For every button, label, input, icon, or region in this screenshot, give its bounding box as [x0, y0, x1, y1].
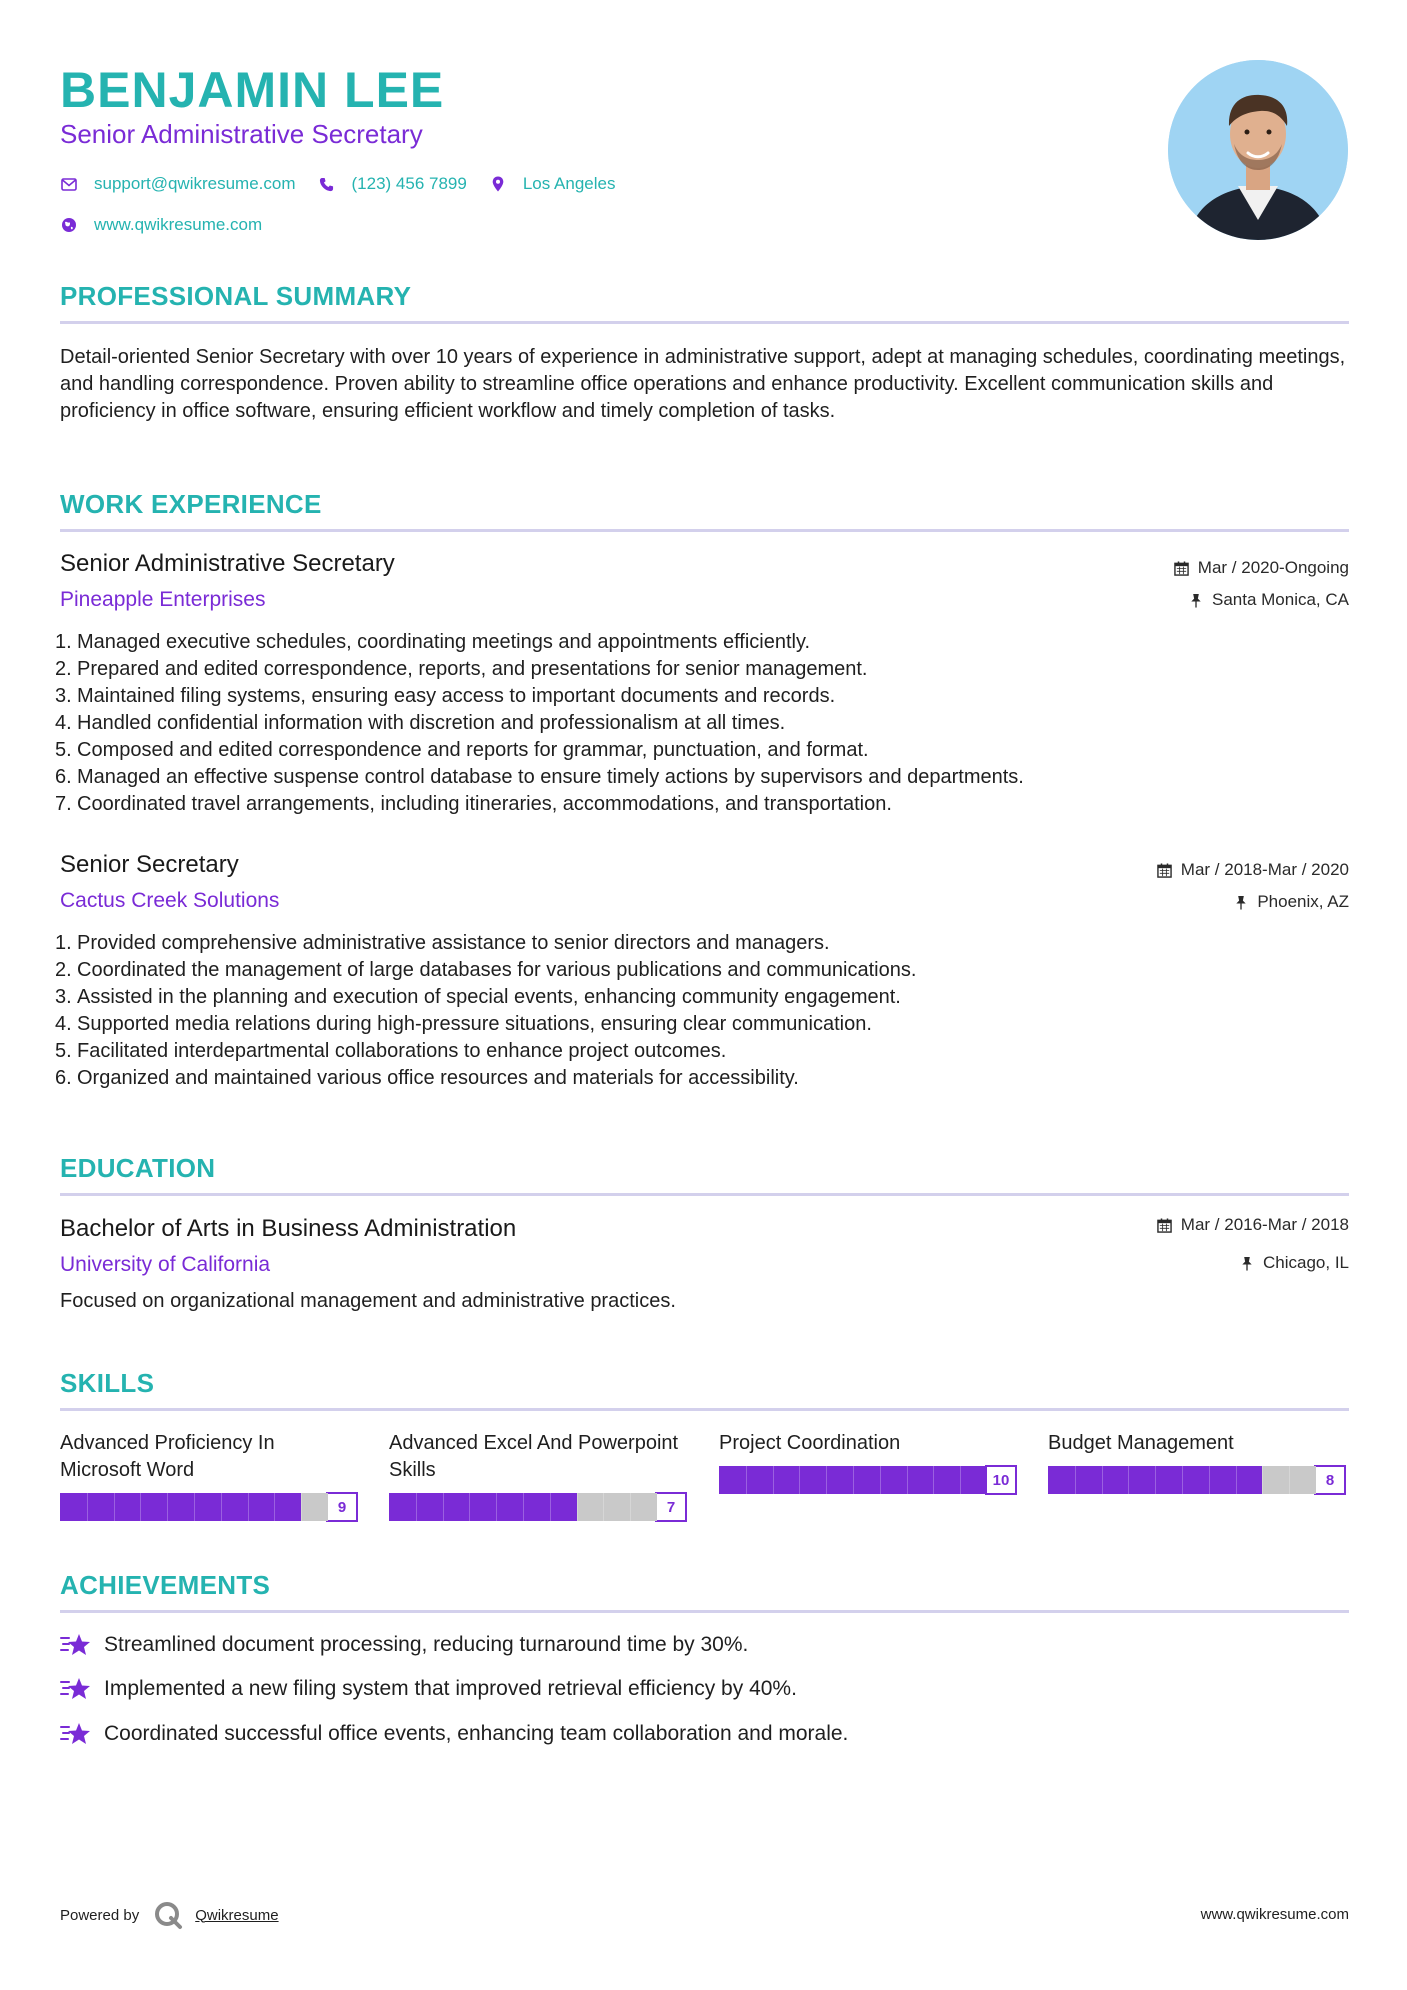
skill-bar-segment: [960, 1466, 961, 1494]
skill-bar-segment: [1155, 1466, 1156, 1494]
skill-bar-segment: [603, 1493, 604, 1521]
skill-bar-segment: [826, 1466, 827, 1494]
star-icon: [60, 1720, 92, 1748]
skill-bar-segment: [523, 1493, 524, 1521]
skills-heading: SKILLS: [60, 1368, 155, 1398]
skill-bar-segment: [496, 1493, 497, 1521]
skill-item: [389, 1430, 689, 1522]
list-item: 1. Managed executive schedules, coordinating meetings and appointments efficiently.: [55, 631, 811, 653]
star-icon: [60, 1631, 92, 1659]
summary-heading: PROFESSIONAL SUMMARY: [60, 281, 412, 311]
job-location-text: Santa Monica, CA: [1211, 590, 1349, 609]
skill-bar-segment: [167, 1493, 168, 1521]
school-name: University of California: [60, 1253, 271, 1276]
skill-bar-segment: [1128, 1466, 1129, 1494]
job-bullets: [55, 930, 1345, 1092]
skill-bar-segment: [274, 1493, 275, 1521]
skill-name: Project Coordination: [719, 1432, 901, 1454]
achievement-text: Streamlined document processing, reducing turnaround time by 30%.: [104, 1633, 749, 1656]
contact-row-1: [60, 174, 637, 194]
achievement-item: [60, 1631, 748, 1659]
job-dates-text: Mar / 2018-Mar / 2020: [1180, 860, 1349, 879]
skill-bar-segment: [301, 1493, 302, 1521]
push-pin-icon: [1239, 1255, 1255, 1271]
skill-bar-track: [389, 1493, 657, 1521]
footer-powered-by: [60, 1900, 279, 1930]
skill-bar-segment: [907, 1466, 908, 1494]
skill-name: Advanced Excel And Powerpoint Skills: [389, 1432, 679, 1481]
job-bullets: [55, 629, 1345, 818]
skill-bar-segment: [1262, 1466, 1263, 1494]
education-description: Focused on organizational management and administrative practices.: [60, 1290, 676, 1312]
list-item: 4. Handled confidential information with discretion and professionalism at all times.: [55, 712, 786, 734]
skill-bar-segment: [853, 1466, 854, 1494]
list-item: 5. Composed and edited correspondence and reports for grammar, punctuation, and format.: [55, 739, 869, 761]
profile-photo: [1168, 60, 1348, 240]
job-company: Cactus Creek Solutions: [60, 889, 280, 912]
education-dates: [1157, 1215, 1349, 1235]
powered-by-label: Powered by: [60, 1906, 140, 1924]
list-item: 4. Supported media relations during high-pressure situations, ensuring clear communication.: [55, 1013, 872, 1035]
skill-bar-track: [1048, 1466, 1316, 1494]
candidate-title: Senior Administrative Secretary: [60, 119, 423, 149]
skill-bar-segment: [416, 1493, 417, 1521]
map-pin-icon: [489, 175, 507, 193]
experience-divider: [60, 529, 1349, 532]
calendar-icon: [1157, 862, 1173, 878]
skill-bar-segment: [443, 1493, 444, 1521]
globe-icon: [60, 216, 78, 234]
skill-bar-segment: [746, 1466, 747, 1494]
skill-bar-segment: [773, 1466, 774, 1494]
job-dates-text: Mar / 2020-Ongoing: [1197, 558, 1349, 577]
list-item: 5. Facilitated interdepartmental collaborations to enhance project outcomes.: [55, 1040, 727, 1062]
skill-bar-segment: [550, 1493, 551, 1521]
skill-bar-segment: [194, 1493, 195, 1521]
skill-bar-segment: [1289, 1466, 1290, 1494]
skill-bar-segment: [140, 1493, 141, 1521]
job-location-text: Phoenix, AZ: [1257, 892, 1349, 911]
list-item: 3. Assisted in the planning and execution of special events, enhancing community engagement.: [55, 986, 901, 1008]
list-item: 2. Coordinated the management of large databases for various publications and communications.: [55, 959, 917, 981]
achievement-text: Implemented a new filing system that improved retrieval efficiency by 40%.: [104, 1677, 797, 1700]
skills-divider: [60, 1408, 1349, 1411]
skill-bar-segment: [1182, 1466, 1183, 1494]
skill-item: [1048, 1430, 1348, 1495]
candidate-name: BENJAMIN LEE: [60, 62, 445, 118]
job-location: [1188, 590, 1349, 610]
job-location: [1233, 892, 1349, 912]
list-item: 6. Managed an effective suspense control database to ensure timely actions by supervisors and departments.: [55, 766, 1024, 788]
skill-level-badge: 7: [655, 1492, 687, 1522]
location-text: Los Angeles: [522, 174, 616, 193]
calendar-icon: [1157, 1217, 1173, 1233]
skill-meter: [389, 1492, 689, 1522]
skill-meter: [719, 1465, 1019, 1495]
job-title: Senior Secretary: [60, 851, 239, 878]
achievements-divider: [60, 1610, 1349, 1613]
skill-item: [60, 1430, 360, 1522]
education-location-text: Chicago, IL: [1263, 1253, 1349, 1272]
degree-title: Bachelor of Arts in Business Administration: [60, 1215, 517, 1242]
skill-bar-segment: [933, 1466, 934, 1494]
footer-website-link[interactable]: www.qwikresume.com: [1200, 1906, 1349, 1923]
website-link[interactable]: www.qwikresume.com: [94, 215, 263, 234]
job-dates: [1157, 860, 1349, 880]
skill-bar-segment: [1236, 1466, 1237, 1494]
skill-bar-segment: [469, 1493, 470, 1521]
envelope-icon: [60, 175, 78, 193]
skill-bar-fill: [389, 1493, 577, 1521]
achievement-item: [60, 1720, 848, 1748]
list-item: 7. Coordinated travel arrangements, including itineraries, accommodations, and transportation.: [55, 793, 892, 815]
list-item: 6. Organized and maintained various office resources and materials for accessibility.: [55, 1067, 799, 1089]
achievement-text: Coordinated successful office events, enhancing team collaboration and morale.: [104, 1722, 849, 1745]
skill-meter: [60, 1492, 360, 1522]
education-dates-text: Mar / 2016-Mar / 2018: [1180, 1215, 1349, 1234]
education-location: [1239, 1253, 1349, 1273]
skill-bar-segment: [87, 1493, 88, 1521]
education-divider: [60, 1193, 1349, 1196]
list-item: 3. Maintained filing systems, ensuring easy access to important documents and records.: [55, 685, 836, 707]
achievements-heading: ACHIEVEMENTS: [60, 1570, 271, 1600]
skill-bar-track: [60, 1493, 328, 1521]
qwikresume-logo-icon: [153, 1900, 183, 1930]
qwikresume-link[interactable]: Qwikresume: [195, 1906, 279, 1924]
skill-name: Budget Management: [1048, 1432, 1234, 1454]
skill-bar-segment: [577, 1493, 578, 1521]
skill-bar-segment: [221, 1493, 222, 1521]
skill-bar-fill: [60, 1493, 301, 1521]
job-company: Pineapple Enterprises: [60, 588, 266, 611]
skill-bar-segment: [248, 1493, 249, 1521]
skill-bar-segment: [1102, 1466, 1103, 1494]
skill-item: [719, 1430, 1019, 1495]
star-icon: [60, 1675, 92, 1703]
skill-level-badge: 9: [326, 1492, 358, 1522]
skill-bar-segment: [1209, 1466, 1210, 1494]
email-link[interactable]: support@qwikresume.com: [94, 174, 296, 193]
contact-row-2: [60, 215, 284, 235]
push-pin-icon: [1233, 894, 1249, 910]
job-dates: [1174, 558, 1349, 578]
job-title: Senior Administrative Secretary: [60, 550, 395, 577]
achievement-item: [60, 1675, 797, 1703]
skill-meter: [1048, 1465, 1348, 1495]
skill-bar-segment: [880, 1466, 881, 1494]
skill-bar-segment: [1075, 1466, 1076, 1494]
summary-text: Detail-oriented Senior Secretary with over 10 years of experience in administrative support, adept at managing schedules, coordinating meetings, and handling correspondence. Proven ability to streamline office operations and enhance productivity. Excellent communication skills and proficiency in office software, ensuring efficient workflow and timely completion of tasks.: [60, 346, 1346, 422]
summary-divider: [60, 321, 1349, 324]
push-pin-icon: [1188, 592, 1204, 608]
list-item: 2. Prepared and edited correspondence, reports, and presentations for senior management.: [55, 658, 868, 680]
skill-bar-segment: [114, 1493, 115, 1521]
education-heading: EDUCATION: [60, 1153, 216, 1183]
skill-level-badge: 10: [985, 1465, 1017, 1495]
calendar-icon: [1174, 560, 1190, 576]
experience-heading: WORK EXPERIENCE: [60, 489, 322, 519]
skill-level-badge: 8: [1314, 1465, 1346, 1495]
list-item: 1. Provided comprehensive administrative assistance to senior directors and managers.: [55, 932, 830, 954]
skill-bar-track: [719, 1466, 987, 1494]
skill-bar-segment: [799, 1466, 800, 1494]
phone-icon: [318, 175, 336, 193]
skill-bar-segment: [630, 1493, 631, 1521]
skill-name: Advanced Proficiency In Microsoft Word: [60, 1432, 275, 1481]
phone-number[interactable]: (123) 456 7899: [351, 174, 467, 193]
